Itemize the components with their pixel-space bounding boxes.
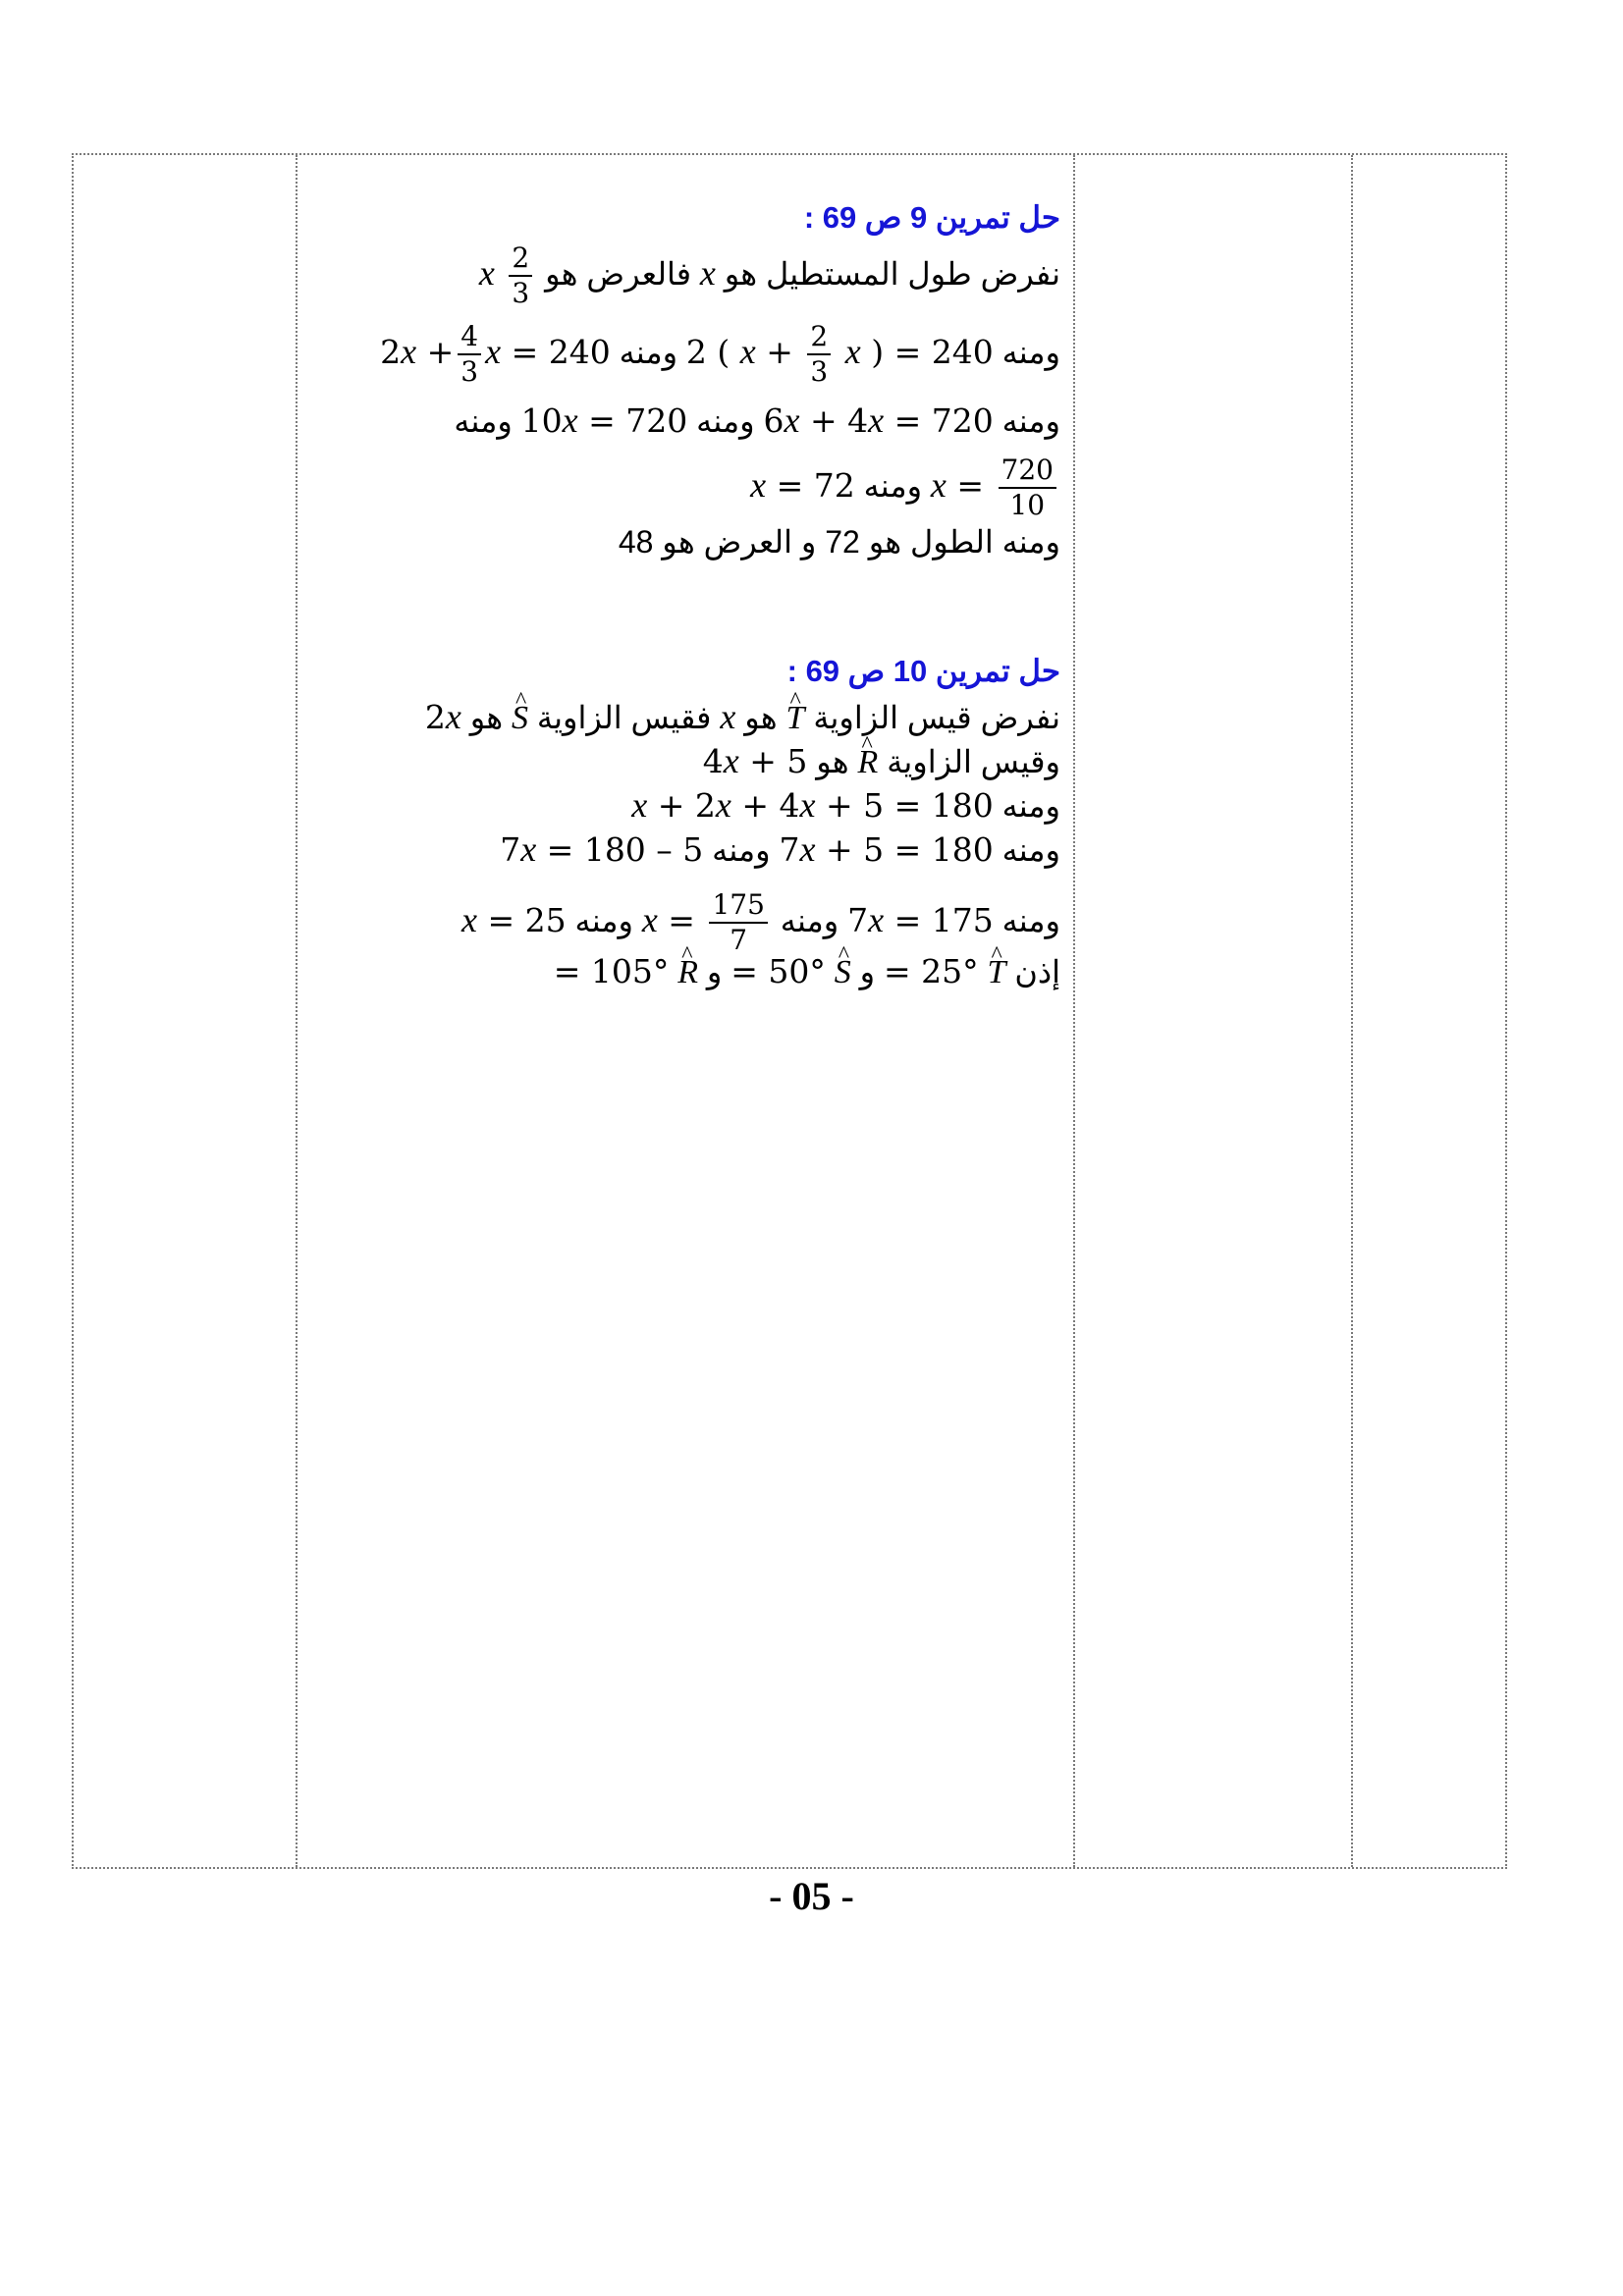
exercise-9-line-1: نفرض طول المستطيل هو x فالعرض هو x $\frac{2}{3}$: [478, 241, 1060, 309]
exercise-9-line-4: x = $\frac{720}{10}$ ومنه x = 72: [750, 454, 1060, 522]
exercise-10-line-2: وقيس الزاوية ^ R هو 4x + 5: [703, 741, 1060, 782]
exercise-9-line-3: ومنه 6x + 4x = 720 ومنه 10x = 720 ومنه: [454, 400, 1060, 440]
exercise-10-line-4: ومنه 7x + 5 = 180 ومنه 7x = 180 – 5: [500, 829, 1060, 869]
exercise-9-line-2: ومنه 2 ( x + $\frac{2}{3}$ x ) = 240 ومنه 2x + $\frac{4}{3}$ x = 240: [380, 320, 1060, 388]
exercise-9-title: حل تمرين 9 ص 69 :: [803, 200, 1060, 235]
exercise-10-line-5: ومنه 7x = 175 ومنه x = $\frac{175}{7}$ ومنه x = 25: [461, 888, 1060, 956]
exercise-10-line-3: ومنه x + 2x + 4x + 5 = 180: [631, 785, 1060, 825]
column-divider: [1351, 155, 1353, 1867]
column-divider: [1073, 155, 1075, 1867]
exercise-10-title: حل تمرين 10 ص 69 :: [786, 654, 1060, 688]
page-number: - 05 -: [769, 1874, 854, 1918]
exercise-9-conclusion: ومنه الطول هو 72 و العرض هو 48: [618, 524, 1060, 560]
exercise-10-conclusion: إذن ^ T = 25° و ^ S = 50° و ^ R = 105°: [554, 952, 1060, 992]
column-divider: [296, 155, 298, 1867]
exercise-10-line-1: نفرض قيس الزاوية ^ T هو x فقيس الزاوية ^ S هو 2x: [425, 697, 1060, 738]
